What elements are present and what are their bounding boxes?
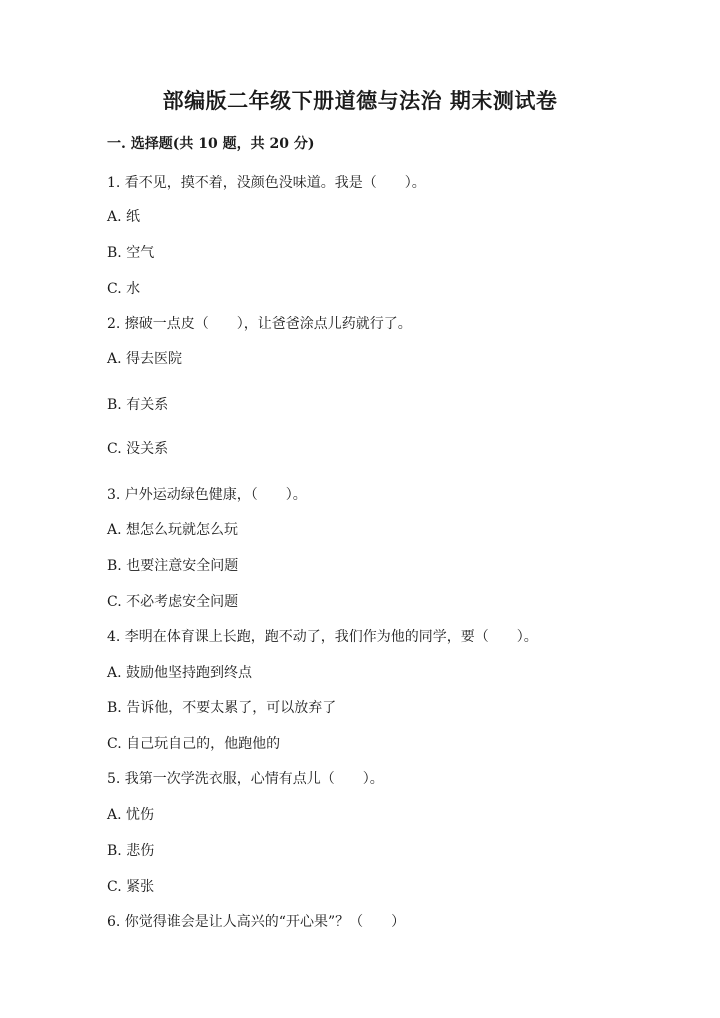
question-1-option-c: C. 水 bbox=[107, 281, 141, 297]
question-2-option-c: C. 没关系 bbox=[107, 441, 169, 457]
question-4-option-c: C. 自己玩自己的，他跑他的 bbox=[107, 736, 281, 752]
question-3-option-b: B. 也要注意安全问题 bbox=[107, 558, 239, 574]
question-4-option-a: A. 鼓励他坚持跑到终点 bbox=[107, 665, 253, 681]
question-6-stem: 6. 你觉得谁会是让人高兴的“开心果”？（ ） bbox=[107, 914, 406, 930]
question-3-stem: 3. 户外运动绿色健康，（ ）。 bbox=[107, 487, 307, 503]
question-3-option-c: C. 不必考虑安全问题 bbox=[107, 594, 239, 610]
page-title: 部编版二年级下册道德与法治 期末测试卷 bbox=[162, 88, 558, 113]
question-5-stem: 5. 我第一次学洗衣服，心情有点儿（ ）。 bbox=[107, 771, 384, 787]
question-4-option-b: B. 告诉他，不要太累了，可以放弃了 bbox=[107, 700, 337, 716]
question-1-option-b: B. 空气 bbox=[107, 245, 155, 261]
question-2-option-a: A. 得去医院 bbox=[107, 351, 183, 367]
question-4-stem: 4. 李明在体育课上长跑，跑不动了，我们作为他的同学，要（ ）。 bbox=[107, 629, 538, 645]
question-2-option-b: B. 有关系 bbox=[107, 397, 169, 413]
section-heading: 一. 选择题(共 10 题，共 20 分) bbox=[107, 136, 315, 152]
question-3-option-a: A. 想怎么玩就怎么玩 bbox=[107, 522, 239, 538]
question-5-option-c: C. 紧张 bbox=[107, 879, 155, 895]
question-1-option-a: A. 纸 bbox=[107, 209, 141, 225]
question-5-option-b: B. 悲伤 bbox=[107, 843, 155, 859]
question-5-option-a: A. 忧伤 bbox=[107, 807, 155, 823]
question-1-stem: 1. 看不见，摸不着，没颜色没味道。我是（ ）。 bbox=[107, 175, 426, 191]
question-2-stem: 2. 擦破一点皮（ ），让爸爸涂点儿药就行了。 bbox=[107, 316, 412, 332]
